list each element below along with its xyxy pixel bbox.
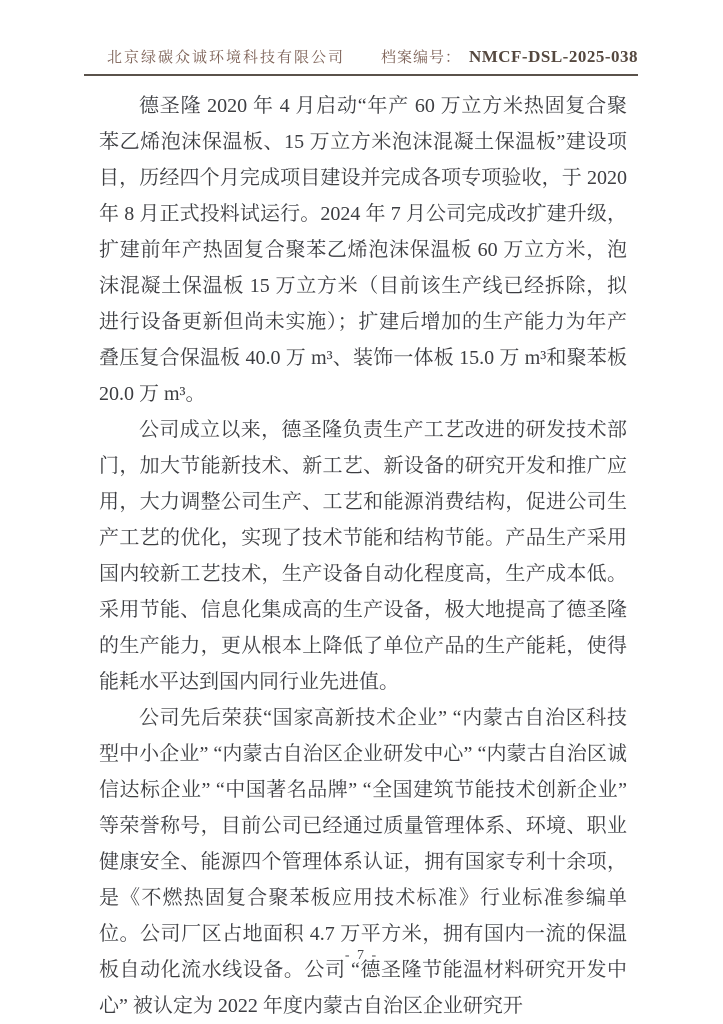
page-header xyxy=(84,46,638,76)
body-paragraph: 公司成立以来，德圣隆负责生产工艺改进的研发技术部门，加大节能新技术、新工艺、新设备的研究开发和推广应用，大力调整公司生产、工艺和能源消费结构，促进公司生产工艺的优化，实现了技术节能和结构节能。产品生产采用国内较新工艺技术，生产设备自动化程度高，生产成本低。采用节能、信息化集成高的生产设备，极大地提高了德圣隆的生产能力，更从根本上降低了单位产品的生产能耗，使得能耗水平达到国内同行业先进值。 xyxy=(99,419,627,693)
company-name: 北京绿碳众诚环境科技有限公司 xyxy=(107,50,346,66)
archive-number: NMCF-DSL-2025-038 xyxy=(468,47,638,66)
document-body xyxy=(99,88,627,1024)
body-paragraph: 德圣隆 2020 年 4 月启动“年产 60 万立方米热固复合聚苯乙烯泡沫保温板、15 万立方米泡沫混凝土保温板”建设项目，历经四个月完成项目建设并完成各项专项验收，于 2020 年 8 月正式投料试运行。2024 年 7 月公司完成改扩建升级，扩建前年产热固复合聚苯乙烯泡沫保温板 60 万立方米，泡沫混凝土保温板 15 万立方米（目前该生产线已经拆除，拟进行设备更新但尚未实施）；扩建后增加的生产能力为年产叠压复合保温板 40.0 万 m³、装饰一体板 15.0 万 m³和聚苯板 20.0 万 m³。 xyxy=(99,95,627,405)
body-paragraph: 公司先后荣获“国家高新技术企业” “内蒙古自治区科技型中小企业” “内蒙古自治区企业研发中心” “内蒙古自治区诚信达标企业” “中国著名品牌” “全国建筑节能技术创新企业” 等荣誉称号，目前公司已经通过质量管理体系、环境、职业健康安全、能源四个管理体系认证，拥有国家专利十余项，是《不燃热固复合聚苯板应用技术标准》行业标准参编单位。公司厂区占地面积 4.7 万平方米，拥有国内一流的保温板自动化流水线设备。公司 “德圣隆节能温材料研究开发中心” 被认定为 2022 年度内蒙古自治区企业研究开 xyxy=(99,707,627,1017)
archive-label: 档案编号： xyxy=(380,50,461,66)
archive-id xyxy=(381,46,638,67)
page-footer xyxy=(0,946,723,964)
page-number: - 7 - xyxy=(344,948,379,963)
